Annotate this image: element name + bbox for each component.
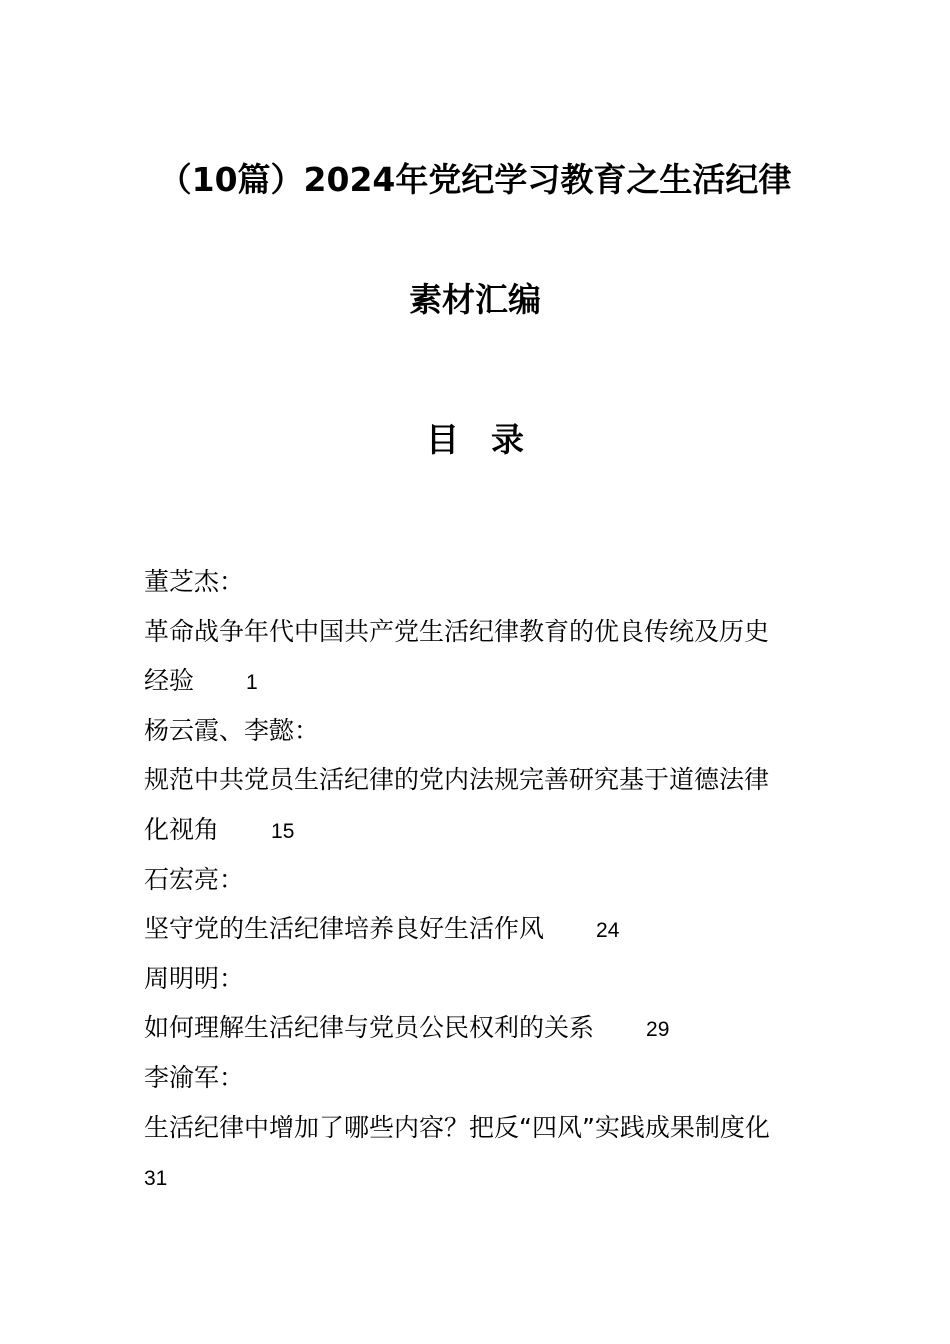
toc-heading: 目录 [426,420,556,459]
toc-entry-title[interactable]: 革命战争年代中国共产党生活纪律教育的优良传统及历史 [144,616,770,646]
toc-entry-title[interactable]: 规范中共党员生活纪律的党内法规完善研究基于道德法律 [144,765,770,795]
toc-page-number: 29 [646,1018,670,1042]
table-of-contents [144,557,814,1202]
toc-entry-title-continued[interactable] [144,805,814,855]
toc-page-number: 1 [246,671,258,695]
toc-author: 杨云霞、李懿： [144,715,320,745]
toc-entry-title-text: 坚守党的生活纪律培养良好生活作风 [144,914,545,944]
toc-entry-title-continued[interactable] [144,656,814,706]
toc-page-number: 31 [144,1167,168,1191]
toc-entry-title[interactable]: 生活纪律中增加了哪些内容？把反“四风”实践成果制度化 [144,1112,770,1142]
toc-entry-title-tail: 化视角 [144,814,220,844]
toc-entry-title[interactable] [144,1003,814,1053]
toc-entry-title-text: 如何理解生活纪律与党员公民权利的关系 [144,1013,595,1043]
toc-entry-title[interactable] [144,904,814,954]
toc-author: 李渝军： [144,1062,245,1092]
toc-page-number: 24 [596,919,620,943]
toc-author: 董芝杰： [144,567,245,596]
toc-entry-page-line[interactable] [144,1152,814,1202]
document-title-line-1: （10篇）2024年党纪学习教育之生活纪律 [158,160,792,199]
document-title-line-2: 素材汇编 [409,280,541,319]
toc-author: 周明明： [144,963,245,993]
toc-page-number: 15 [271,819,295,843]
toc-author: 石宏亮： [144,864,245,894]
toc-entry-title-tail: 经验 [144,666,195,696]
